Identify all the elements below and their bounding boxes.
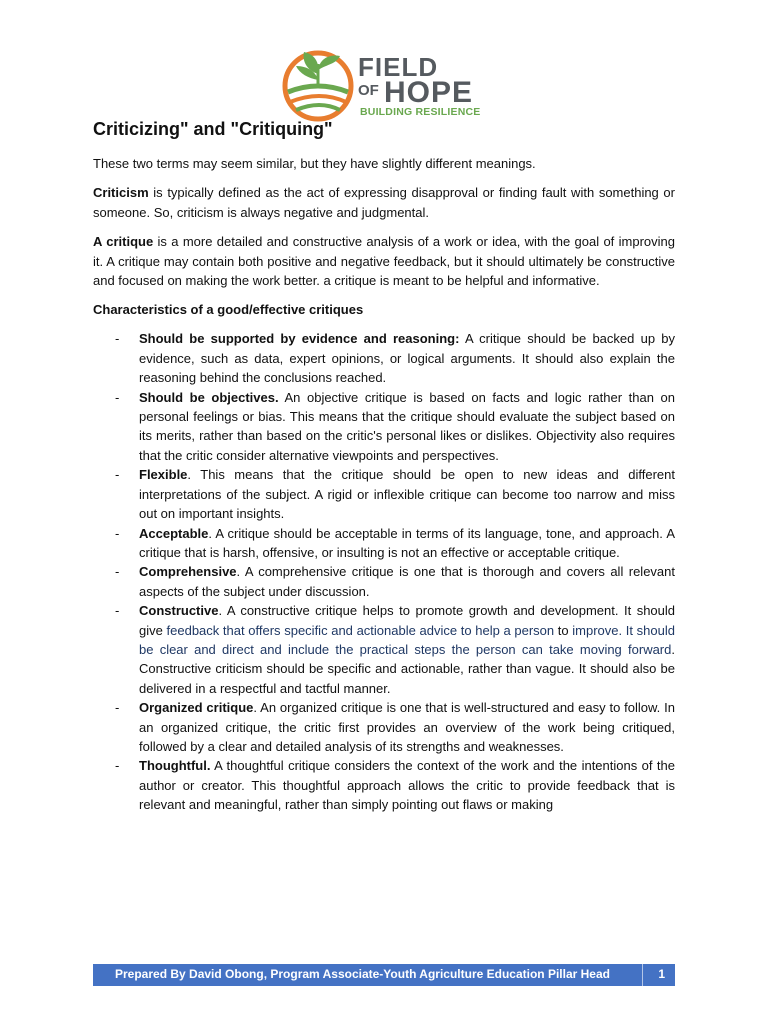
item-text: An objective critique is based on facts and logic rather than on personal feelings or bias. This means that the critique should evaluate the subject based on its merits, rather than based on the critic's personal likes or dislikes. Objectivity also requires that the critic consider alternative viewpoints and perspectives. — [139, 389, 675, 463]
item-text-highlight: . It should be clear and direct and include the practical steps the person can take moving forward — [139, 622, 675, 657]
item-text: . A critique should be acceptable in terms of its language, tone, and approach. A critique that is harsh, offensive, or insulting is not an effective or acceptable critique. — [139, 525, 675, 560]
logo-wordmark — [358, 52, 474, 110]
list-item — [93, 562, 675, 601]
item-text: A critique should be backed up by evidence, such as data, expert opinions, or logical arguments. It should also explain the reasoning behind the conclusions reached. — [139, 331, 675, 386]
criticism-paragraph — [93, 183, 675, 222]
item-term: Flexible — [139, 467, 188, 483]
bullet-dash: - — [115, 525, 120, 541]
logo-of-text: OF — [358, 82, 379, 99]
list-item — [93, 329, 675, 387]
item-term: Should be objectives. — [139, 389, 279, 405]
item-term: Organized critique — [139, 700, 254, 716]
bullet-dash: - — [115, 758, 120, 774]
critique-term: A critique — [93, 234, 154, 250]
list-item — [93, 756, 675, 814]
logo-hope-text: HOPE — [384, 76, 474, 109]
bullet-dash: - — [115, 389, 120, 405]
bullet-dash: - — [115, 603, 120, 619]
item-term: Constructive — [139, 603, 219, 619]
logo-tagline: BUILDING RESILIENCE — [360, 106, 481, 118]
item-term: Comprehensive — [139, 564, 237, 580]
criticism-term: Criticism — [93, 185, 149, 201]
logo-leaf-field-icon — [278, 44, 358, 124]
list-item — [93, 698, 675, 756]
document-title: Criticizing" and "Critiquing" — [93, 119, 333, 139]
item-text: . An organized critique is one that is well-structured and easy to follow. In an organized critique, the critic first provides an overview of the work being critiqued, followed by a clear and detailed analysis of its strengths and weaknesses. — [139, 700, 675, 754]
footer-text: Prepared By David Obong, Program Associate-Youth Agriculture Education Pillar Head — [115, 967, 610, 981]
item-text: A thoughtful critique considers the context of the work and the intentions of the author or creator. This thoughtful approach allows the critic to provide feedback that is relevant and meaningful, rather than simply pointing out flaws or making — [139, 758, 675, 813]
critique-definition: is a more detailed and constructive analysis of a work or idea, with the goal of improving it. A critique may contain both positive and negative feedback, but it should ultimately be constructive and focused on making the work better. a critique is meant to be helpful and informative. — [93, 234, 675, 289]
bullet-dash: - — [115, 564, 120, 580]
item-term: Acceptable — [139, 525, 209, 541]
item-text: . Constructive criticism should be specific and actionable, rather than vague. It should also be delivered in a respectful and tactful manner. — [139, 641, 675, 696]
list-item — [93, 465, 675, 523]
item-term: Should be supported by evidence and reasoning: — [139, 331, 460, 347]
list-item — [93, 388, 675, 466]
item-text: to — [554, 622, 573, 638]
critique-paragraph — [93, 232, 675, 290]
item-text: . A comprehensive critique is one that is thorough and covers all relevant aspects of the subject under discussion. — [139, 564, 675, 599]
intro-paragraph: These two terms may seem similar, but they have slightly different meanings. — [93, 156, 536, 171]
item-term: Thoughtful. — [139, 758, 211, 774]
page-number: 1 — [658, 967, 665, 981]
bullet-dash: - — [115, 467, 120, 483]
field-of-hope-logo — [278, 44, 493, 124]
list-item — [93, 601, 675, 698]
logo-field-text: FIELD — [358, 52, 439, 82]
document-body — [93, 118, 675, 815]
characteristics-heading: Characteristics of a good/effective critiques — [93, 302, 364, 318]
item-text: . This means that the critique should be open to new ideas and different interpretations of the subject. A rigid or inflexible critique can become too narrow and miss out on important insights. — [139, 467, 675, 522]
footer-divider — [642, 964, 643, 986]
bullet-dash: - — [115, 331, 120, 347]
criticism-definition: is typically defined as the act of expressing disapproval or finding fault with something or someone. So, criticism is always negative and judgmental. — [93, 185, 675, 220]
characteristics-list — [93, 329, 675, 814]
bullet-dash: - — [115, 700, 120, 716]
item-text-highlight: improve — [572, 622, 619, 638]
item-text: . A constructive critique helps to promote growth and development. It should give — [139, 603, 675, 638]
list-item — [93, 524, 675, 563]
item-text-highlight: feedback that offers specific and actionable advice to help a person — [166, 622, 555, 638]
page-footer — [93, 964, 675, 986]
